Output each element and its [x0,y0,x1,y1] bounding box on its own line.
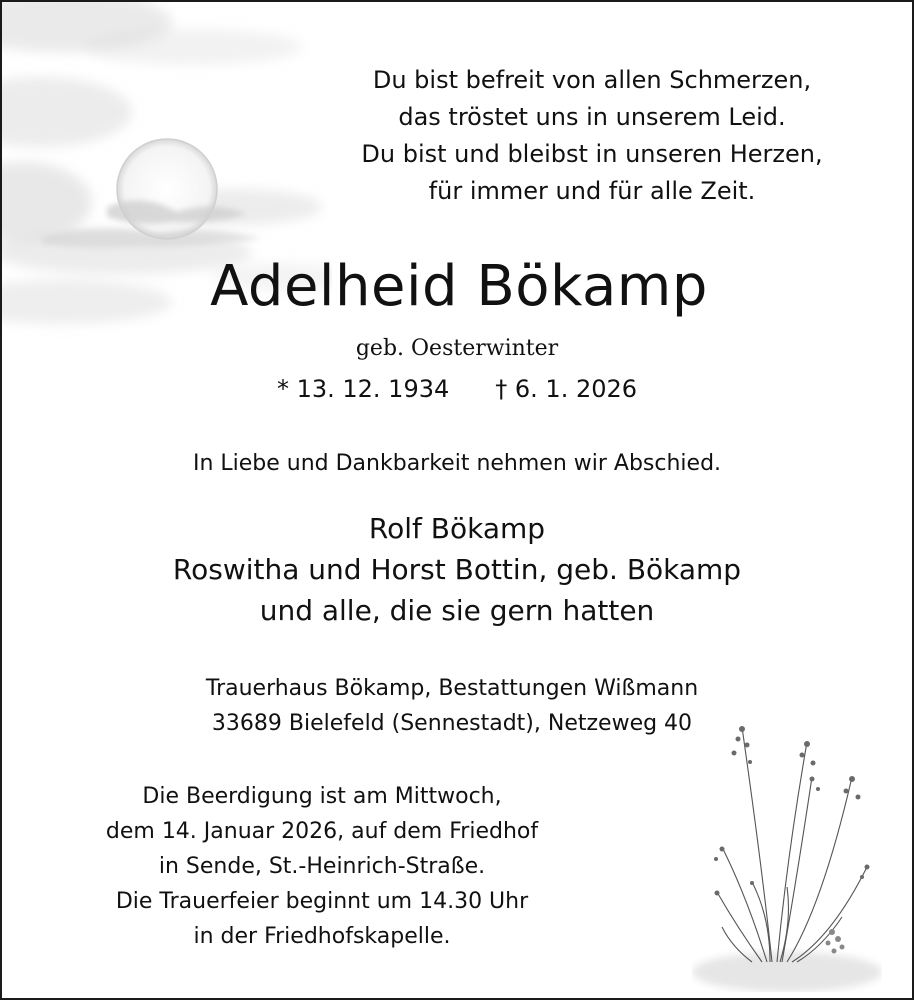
maiden-name: geb. Oesterwinter [355,336,559,361]
mourner-line: und alle, die sie gern hatten [259,594,655,627]
burial-info [42,779,602,954]
life-dates [2,375,912,403]
poem [302,62,882,210]
poem-line: das tröstet uns in unserem Leid. [398,103,786,131]
burial-line: Die Trauerfeier beginnt um 14.30 Uhr [115,889,529,914]
burial-line: Die Beerdigung ist am Mittwoch, [142,784,502,809]
mourning-address [142,671,762,741]
farewell-text: In Liebe und Dankbarkeit nehmen wir Abschied. [192,451,722,476]
address-line: Trauerhaus Bökamp, Bestattungen Wißmann [205,676,699,701]
burial-line: dem 14. Januar 2026, auf dem Friedhof [105,819,539,844]
address-line: 33689 Bielefeld (Sennestadt), Netzeweg 40 [211,711,693,736]
grass-flowers-illustration [692,707,882,992]
mourner-line: Rolf Bökamp [368,512,546,545]
moon-shape [117,139,217,239]
mourner-line: Roswitha und Horst Bottin, geb. Bökamp [172,553,742,586]
poem-line: Du bist und bleibst in unseren Herzen, [361,140,823,168]
poem-line: für immer und für alle Zeit. [428,177,756,205]
burial-line: in Sende, St.-Heinrich-Straße. [158,854,486,879]
death-date: † 6. 1. 2026 [495,375,638,403]
mourners-list [2,508,912,631]
burial-line: in der Friedhofskapelle. [193,924,451,949]
birth-date: * 13. 12. 1934 [276,375,450,403]
poem-line: Du bist befreit von allen Schmerzen, [372,66,812,94]
deceased-name: Adelheid Bökamp [210,254,708,319]
